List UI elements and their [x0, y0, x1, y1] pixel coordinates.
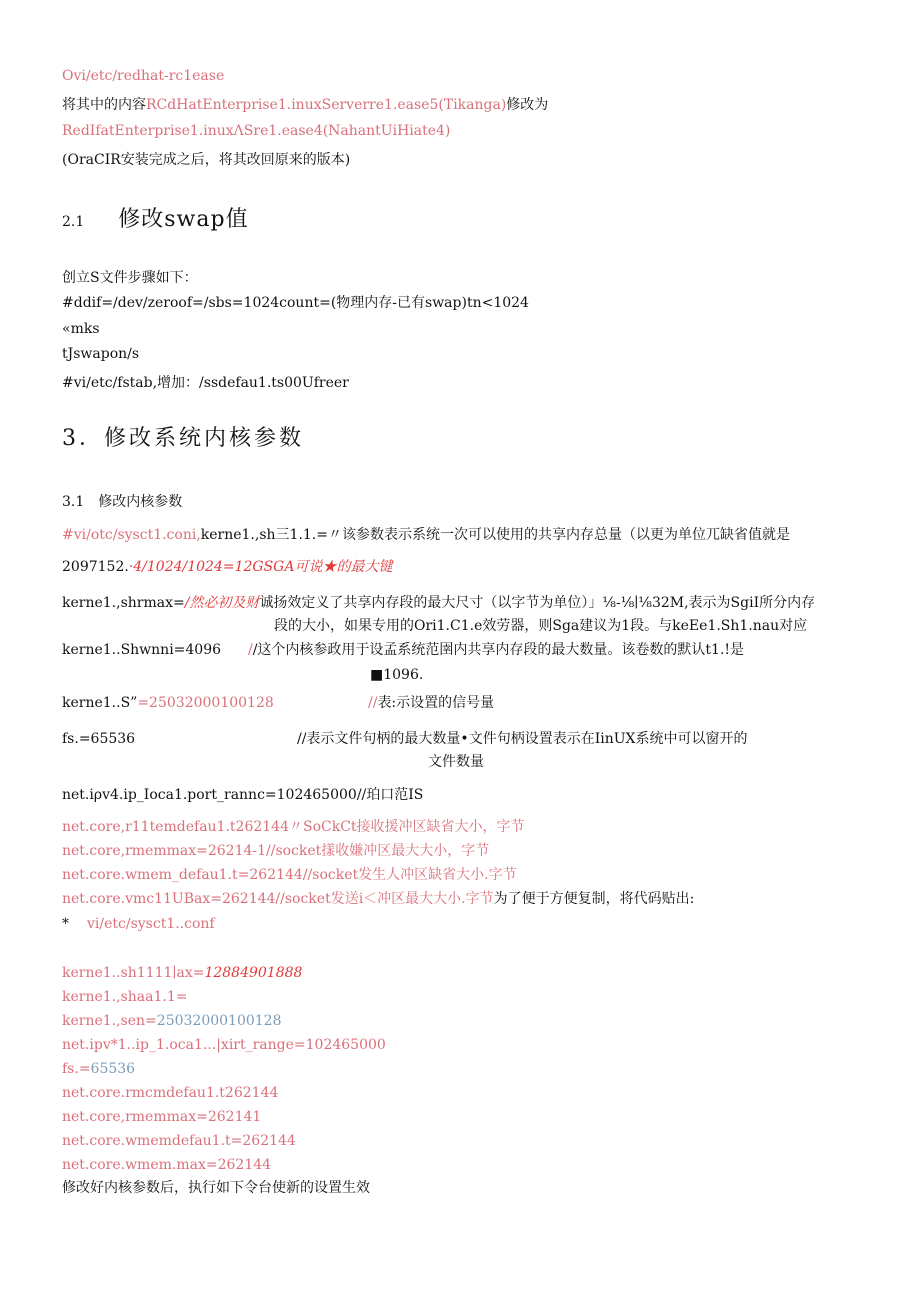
shmall-value: 2097152.: [62, 559, 129, 575]
sem-desc-line: [368, 694, 494, 712]
vi-sysctl-line: [62, 915, 215, 933]
shmmni-key: kerne1..Shwnni=4096: [62, 642, 222, 658]
shmmax-desc: 诚扬效定义了共享内存段的最大尺寸（以字节为单位）」⅛-⅛∣⅛32M,表示为SgiI所分内存: [259, 595, 816, 611]
shmmni-default: ■1096.: [370, 667, 424, 683]
swap-steps-title: 创立S文件步骤如下：: [62, 270, 198, 286]
section-2-1-number: 2.1: [62, 214, 85, 230]
fs-desc: //表示文件句柄的最大数量•文件句柄设置表示在IinUX系统中可以窗开的: [297, 731, 748, 747]
vi-release-command: Ovi∕etc∕redhat-rc1ease: [62, 68, 225, 84]
section-3-1-title: 修改内核参数: [98, 494, 183, 510]
replace-text-c: 修改为: [506, 97, 549, 113]
config-sem-key: kerne1.,sen=: [62, 1013, 157, 1029]
restore-note: (OraCIR安装完成之后，将其改回原来的版本): [62, 152, 351, 168]
config-line-9: net.core.wmem.max=262144: [62, 1157, 272, 1173]
port-range-line: net.iρv4.ip_Ioca1.port_rannc=102465000//珀口范IS: [62, 787, 424, 803]
fstab-command: #vi∕etc∕fstab,增加：/ssdefau1.ts00Ufreer: [62, 375, 349, 391]
replace-instruction: [62, 96, 548, 114]
section-3-1-heading: [62, 493, 182, 511]
shmmax-value: /然必初及财: [184, 595, 260, 611]
shmall-desc: kerne1.,sh三1.1.=〃该参数表示系统一次可以使用的共享内存总量（以更为单位兀缺省值就是: [200, 527, 790, 543]
shmmax-desc-cont: 段的大小，如果专用的Ori1.C1.e效劳器，则Sga建议为1段。与keEe1.Sh1.nau对应: [274, 618, 808, 634]
shmmni-desc-line: [248, 641, 744, 659]
shmmax-line: [62, 594, 815, 612]
copy-note: 为了便于方便复制，将代码贴出:: [493, 891, 695, 907]
shmall-calc: ·4/1024/1024=12GSGA可说★的最大键: [128, 559, 393, 575]
config-sem-value: 25032000100128: [156, 1013, 282, 1029]
vi-sysctl-path: vi∕etc∕sysct1..conf: [87, 916, 215, 932]
shmmni-desc: /这个内核参政用于设孟系统范圉内共享内存段的最大数量。该卷数的默认t1.!是: [252, 642, 745, 658]
section-2-1-heading: [62, 206, 249, 236]
bullet: *: [62, 916, 69, 932]
fs-key: fs.=65536: [62, 731, 136, 747]
config-line-5: [62, 1060, 135, 1078]
sem-line: [62, 694, 274, 712]
shmmni-slash: /: [248, 642, 253, 658]
wmem-max-text: net.core.vmc11UBax=262144//socket发送i＜冲区最大大小.字节: [62, 891, 494, 907]
config-fs-value: 65536: [90, 1061, 136, 1077]
rmem-max-line: net.core,rmemmax=26214-1//socket㨾收嫌冲区最大大小，字节: [62, 843, 490, 859]
config-line-4: net.ipv*1..ip_1.oca1...|xirt_range=102465000: [62, 1037, 386, 1053]
section-2-1-title: 修改swap值: [118, 207, 249, 232]
shmmax-key: kerne1.,shrmax=: [62, 595, 185, 611]
swapon-command: tJswapon∕s: [62, 346, 140, 362]
sem-key: kerne1..S”: [62, 695, 138, 711]
sem-desc: 表:示设置的信号量: [377, 695, 495, 711]
sem-slashes: //: [368, 695, 378, 711]
config-shmmax-value: 12884901888: [204, 965, 303, 981]
config-line-6: net.core.rmcmdefau1.t262144: [62, 1085, 279, 1101]
config-line-2: kerne1.,shaa1.1=: [62, 989, 188, 1005]
replace-text-a: 将其中的内容: [62, 97, 146, 113]
config-line-3: [62, 1012, 282, 1030]
shmall-path: #vi∕otc∕sysct1.coni,: [62, 527, 201, 543]
replace-text-b: RCdHatEnterprise1.inuxServerre1.ease5(Tikanga): [146, 97, 507, 113]
config-line-7: net.core,rmemmax=262141: [62, 1109, 262, 1125]
section-3-heading: 3．修改系统内核参数: [62, 426, 304, 451]
rmem-default-line: net.core,r11temdefau1.t262144〃SoCkCt接收援冲区缺省大小，字节: [62, 819, 525, 835]
config-fs-key: fs.=: [62, 1061, 91, 1077]
wmem-default-line: net.core.wmem_defau1.t=262144//socket发生人冲区缺省大小.字节: [62, 867, 517, 883]
config-line-8: net.core.wmemdefau1.t=262144: [62, 1133, 296, 1149]
closing-note: 修改好内核参数后，执行如下令台使新的设置生效: [62, 1180, 370, 1196]
config-shmmax-key: kerne1..sh1111∣ax=: [62, 965, 205, 981]
mkswap-command: «mks: [62, 321, 100, 337]
dd-command: #ddif=∕dev∕zeroof=∕sbs=1024count=(物理内存-已有swap)tn<1024: [62, 295, 529, 311]
section-3-1-number: 3.1: [62, 494, 85, 510]
wmem-max-line: [62, 890, 694, 908]
new-release-string: RedIfatEnterprise1.inuxΛSre1.ease4(NahantUiHiate4): [62, 123, 451, 139]
fs-desc-cont: 文件数量: [428, 754, 484, 770]
sem-value: =25032000100128: [137, 695, 274, 711]
shmall-value-line: [62, 558, 392, 576]
shmall-line: [62, 526, 790, 544]
config-line-1: [62, 964, 302, 982]
